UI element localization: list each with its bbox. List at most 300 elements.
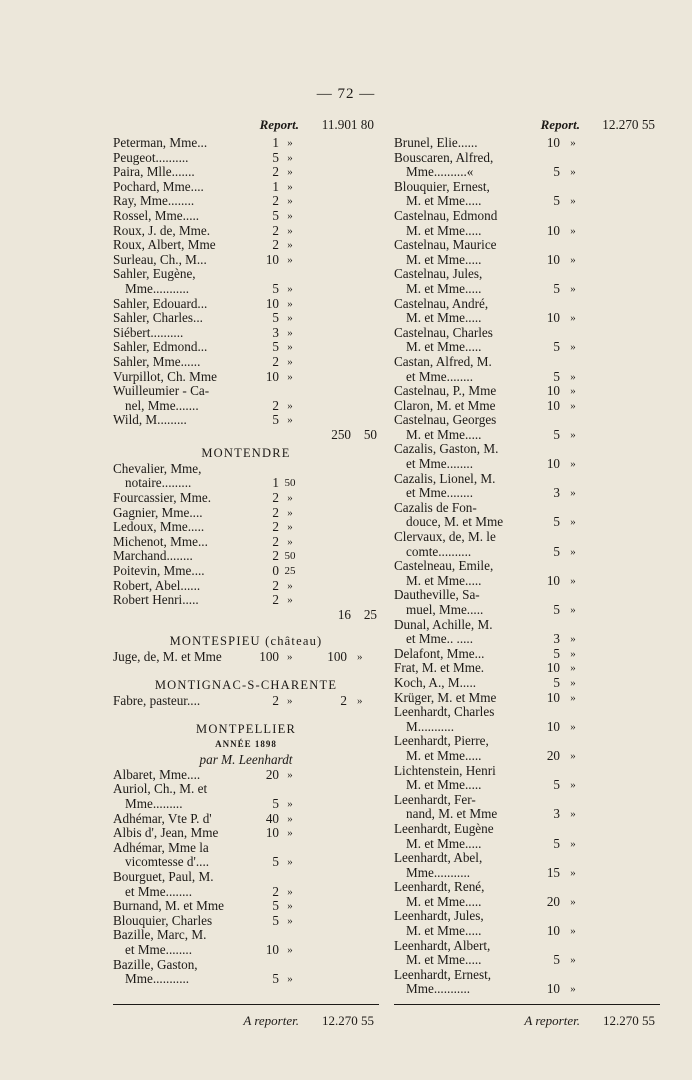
donor-row	[394, 778, 660, 793]
donor-row	[394, 764, 660, 779]
amount-centimes: »	[287, 827, 293, 840]
donor-row	[394, 968, 660, 983]
donor-name: M. et Mme.....	[406, 777, 482, 793]
amount-centimes: »	[287, 856, 293, 869]
amount-francs: 3	[553, 631, 560, 647]
donor-name: Siébert..........	[113, 324, 184, 340]
left-column	[113, 118, 379, 987]
donor-name: Cazalis de Fon-	[394, 499, 477, 515]
amount-centimes: »	[570, 224, 576, 237]
amount-centimes: »	[570, 895, 576, 908]
amount-francs: 5	[272, 207, 279, 223]
donor-name: Ray, Mme........	[113, 193, 195, 209]
donor-name: M. et Mme.....	[406, 251, 482, 267]
amount-centimes: 50	[284, 477, 296, 490]
donor-row	[394, 807, 660, 822]
donor-name: Leenhardt, Pierre,	[394, 733, 489, 749]
donor-name: Cazalis, Lionel, M.	[394, 470, 496, 486]
donor-name: Roux, J. de, Mme.	[113, 222, 211, 238]
amount-francs: 5	[553, 426, 560, 442]
amount-francs: 5	[272, 412, 279, 428]
donor-name: Fourcassier, Mme.	[113, 490, 211, 506]
amount-centimes: »	[287, 282, 293, 295]
donor-name: Sahler, Charles...	[113, 310, 203, 326]
donor-row	[394, 136, 660, 151]
amount-centimes: »	[570, 749, 576, 762]
amount-francs: 10	[546, 689, 560, 705]
donor-name: Pochard, Mme....	[113, 178, 204, 194]
amount-centimes: »	[570, 676, 576, 689]
donor-name: Leenhardt, Jules,	[394, 908, 484, 924]
donor-name: Castelneau, Emile,	[394, 558, 494, 574]
donor-row	[113, 194, 379, 209]
amount-centimes: »	[287, 492, 293, 505]
donor-name: Clervaux, de, M. le	[394, 529, 496, 545]
donor-row	[113, 535, 379, 550]
donor-row	[394, 486, 660, 501]
donor-name: Mme...........	[406, 864, 471, 880]
donor-list-b	[113, 462, 379, 608]
donor-name: muel, Mme.....	[406, 602, 484, 617]
amount-centimes: »	[570, 954, 576, 967]
donor-row	[394, 340, 660, 355]
donor-row	[394, 297, 660, 312]
amount-francs: 2	[272, 504, 279, 520]
donor-name: Mme...........	[125, 971, 190, 987]
donor-name: nand, M. et Mme	[406, 806, 498, 822]
donor-name: et Mme........	[406, 485, 474, 501]
donor-name: Peterman, Mme...	[113, 135, 208, 150]
donor-name: Blouquier, Charles	[113, 912, 213, 928]
carry-forward	[113, 1004, 379, 1029]
amount-francs: 5	[272, 898, 279, 914]
amount-centimes: »	[570, 604, 576, 616]
amount-centimes: »	[287, 506, 293, 519]
donor-row	[394, 209, 660, 224]
donor-row	[394, 355, 660, 370]
amount-francs: 5	[272, 339, 279, 355]
donor-name: Mme..........«	[406, 164, 474, 180]
amount-francs: 10	[546, 923, 560, 939]
donor-name: M. et Mme.....	[406, 222, 482, 238]
donor-name: nel, Mme.......	[125, 397, 199, 413]
donor-name: Claron, M. et Mme	[394, 397, 496, 413]
donor-row	[113, 282, 379, 297]
donor-row	[113, 694, 379, 712]
amount-francs: 10	[265, 825, 279, 841]
amount-francs: 2	[272, 883, 279, 899]
amount-centimes: »	[287, 151, 293, 164]
amount-centimes: »	[287, 370, 293, 383]
donor-row	[113, 180, 379, 195]
donor-name: Bouscaren, Alfred,	[394, 149, 494, 165]
donor-row	[394, 734, 660, 749]
amount-centimes: »	[287, 812, 293, 825]
donor-name: Fabre, pasteur....	[113, 692, 201, 708]
amount-centimes: »	[287, 166, 293, 179]
donor-row	[113, 399, 379, 414]
donor-row	[113, 782, 379, 797]
donor-name: Albis d', Jean, Mme	[113, 825, 219, 841]
donor-name: Bazille, Marc, M.	[113, 927, 207, 943]
donor-row	[394, 253, 660, 268]
donor-row	[394, 895, 660, 910]
donor-row	[113, 593, 379, 608]
donor-name: Castelnau, Edmond	[394, 207, 498, 223]
donor-name: Michenot, Mme...	[113, 533, 208, 549]
donor-row	[394, 151, 660, 166]
amount-centimes: »	[287, 650, 293, 663]
amount-centimes: »	[287, 768, 293, 781]
donor-name: Poitevin, Mme....	[113, 563, 205, 579]
amount-centimes: »	[570, 574, 576, 587]
donor-row	[113, 355, 379, 370]
amount-francs: 20	[546, 747, 560, 763]
donor-name: M. et Mme.....	[406, 280, 482, 296]
donor-name: Surleau, Ch., M...	[113, 251, 207, 267]
amount-centimes: »	[570, 662, 576, 675]
amount-centimes: »	[287, 914, 293, 927]
amount-francs: 20	[546, 893, 560, 909]
donor-name: Castelnau, Maurice	[394, 237, 497, 253]
donor-row	[394, 982, 660, 997]
donor-name: Krüger, M. et Mme	[394, 689, 497, 705]
donor-name: Castelnau, André,	[394, 295, 489, 311]
amount-francs: 2	[272, 692, 279, 708]
donor-row	[394, 837, 660, 852]
amount-centimes: »	[570, 633, 576, 646]
donor-row	[113, 253, 379, 268]
donor-row	[394, 530, 660, 545]
amount-centimes: »	[570, 866, 576, 879]
right-column	[394, 118, 660, 997]
donor-row	[394, 749, 660, 764]
amount-francs: 2	[272, 490, 279, 506]
amount-centimes: »	[287, 521, 293, 534]
donor-name: Adhémar, Mme la	[113, 839, 209, 855]
donor-name: Leenhardt, Albert,	[394, 937, 491, 953]
amount-centimes: »	[570, 399, 576, 412]
donor-row	[394, 603, 660, 618]
amount-francs: 2	[272, 193, 279, 209]
amount-centimes: »	[570, 385, 576, 398]
donor-name: Adhémar, Vte P. d'	[113, 810, 212, 826]
donor-name: Paira, Mlle.......	[113, 164, 195, 180]
donor-row	[113, 885, 379, 900]
amount-francs: 3	[553, 485, 560, 501]
amount-francs: 100	[259, 648, 279, 664]
donor-row	[394, 822, 660, 837]
donor-name: Castelnau, Charles	[394, 324, 493, 340]
donor-row	[394, 326, 660, 341]
donor-row	[394, 428, 660, 443]
donor-row	[113, 914, 379, 929]
amount-francs: 5	[272, 854, 279, 870]
subtotal-francs: 100	[327, 648, 347, 664]
donor-row	[394, 851, 660, 866]
amount-centimes: »	[570, 647, 576, 660]
donor-row	[113, 506, 379, 521]
subtotal-centimes: »	[357, 650, 363, 663]
amount-centimes: 50	[284, 550, 296, 563]
donor-row	[394, 632, 660, 647]
subtotal	[113, 428, 379, 444]
donor-name: Delafont, Mme...	[394, 645, 485, 661]
donor-row	[113, 136, 379, 151]
donor-name: M. et Mme.....	[406, 310, 482, 326]
donor-name: Koch, A., M.....	[394, 674, 477, 690]
carry-forward	[394, 1004, 660, 1029]
donor-row	[113, 311, 379, 326]
donor-row	[113, 870, 379, 885]
amount-francs: 5	[553, 674, 560, 690]
donor-name: M. et Mme.....	[406, 893, 482, 909]
amount-francs: 10	[546, 718, 560, 734]
donor-name: Lichtenstein, Henri	[394, 762, 496, 778]
donor-name: Castan, Alfred, M.	[394, 353, 492, 369]
amount-francs: 10	[265, 368, 279, 384]
donor-row	[113, 209, 379, 224]
amount-centimes: »	[287, 312, 293, 325]
donor-name: Cazalis, Gaston, M.	[394, 441, 499, 457]
report-line	[394, 118, 660, 136]
subtotal-francs: 16	[337, 606, 351, 622]
donor-list-a	[113, 136, 379, 428]
donor-row	[394, 574, 660, 589]
donor-row	[113, 297, 379, 312]
amount-francs: 5	[553, 368, 560, 384]
donor-row	[394, 866, 660, 881]
donor-name: vicomtesse d'....	[125, 854, 210, 870]
amount-centimes: »	[570, 837, 576, 850]
donor-name: Blouquier, Ernest,	[394, 178, 490, 194]
amount-francs: 1	[272, 178, 279, 194]
amount-centimes: »	[287, 137, 293, 149]
donor-name: Bazille, Gaston,	[113, 956, 198, 972]
donor-row	[113, 855, 379, 870]
donor-row	[113, 549, 379, 564]
donor-row	[394, 661, 660, 676]
amount-francs: 2	[272, 519, 279, 535]
donor-row	[113, 899, 379, 914]
donor-list-c	[113, 768, 379, 987]
donor-row	[394, 705, 660, 720]
amount-centimes: »	[287, 209, 293, 222]
collector-line: par M. Leenhardt	[199, 751, 293, 767]
amount-centimes: »	[570, 370, 576, 383]
amount-centimes: »	[570, 691, 576, 704]
donor-row	[113, 413, 379, 428]
donor-name: Juge, de, M. et Mme	[113, 648, 222, 664]
donor-name: M...........	[406, 718, 454, 734]
donor-row	[394, 618, 660, 633]
donor-name: Albaret, Mme....	[113, 766, 201, 782]
amount-centimes: »	[287, 355, 293, 368]
donor-list-right	[394, 136, 660, 997]
donor-name: M. et Mme.....	[406, 572, 482, 588]
donor-row	[394, 457, 660, 472]
donor-name: Peugeot..........	[113, 149, 189, 165]
subtotal-francs: 250	[331, 426, 351, 442]
amount-francs: 5	[553, 602, 560, 617]
amount-francs: 5	[553, 835, 560, 851]
amount-centimes: »	[287, 900, 293, 913]
amount-centimes: »	[287, 694, 293, 707]
amount-francs: 2	[272, 577, 279, 593]
donor-row	[113, 340, 379, 355]
amount-francs: 10	[265, 941, 279, 957]
donor-name: Mme...........	[406, 981, 471, 997]
donor-row	[394, 442, 660, 457]
amount-francs: 5	[272, 280, 279, 296]
donor-row	[113, 768, 379, 783]
donor-row	[394, 384, 660, 399]
amount-francs: 10	[546, 397, 560, 413]
donor-row	[113, 972, 379, 987]
amount-centimes: »	[570, 983, 576, 996]
donor-name: Brunel, Elie......	[394, 135, 478, 150]
amount-francs: 2	[272, 164, 279, 180]
donor-row	[113, 564, 379, 579]
donor-row	[113, 238, 379, 253]
amount-francs: 5	[553, 164, 560, 180]
donor-row	[394, 165, 660, 180]
report-label: Report.	[540, 117, 580, 132]
amount-francs: 10	[546, 660, 560, 676]
donor-name: M. et Mme.....	[406, 835, 482, 851]
donor-name: Burnand, M. et Mme	[113, 898, 224, 914]
donor-row	[394, 559, 660, 574]
donor-row	[394, 180, 660, 195]
amount-francs: 10	[265, 295, 279, 311]
amount-centimes: »	[287, 535, 293, 548]
donor-name: et Mme........	[406, 368, 474, 384]
amount-centimes: »	[287, 973, 293, 986]
donor-row	[394, 238, 660, 253]
donor-name: Leenhardt, René,	[394, 879, 485, 895]
donor-row	[394, 472, 660, 487]
carry-forward-amount: 12.270 55	[603, 1013, 655, 1028]
section-heading: MONTPELLIER	[196, 721, 296, 736]
amount-francs: 10	[546, 251, 560, 267]
amount-francs: 5	[272, 912, 279, 928]
donor-name: notaire.........	[125, 475, 192, 491]
donor-name: comte..........	[406, 543, 472, 559]
amount-francs: 2	[272, 592, 279, 608]
donor-name: Mme...........	[125, 280, 190, 296]
amount-francs: 20	[265, 766, 279, 782]
donor-row	[113, 462, 379, 477]
amount-francs: 0	[272, 563, 279, 579]
donor-row	[113, 826, 379, 841]
amount-francs: 1	[272, 135, 279, 150]
amount-centimes: »	[570, 195, 576, 208]
donor-name: Rossel, Mme.....	[113, 207, 200, 223]
amount-francs: 2	[272, 397, 279, 413]
donor-row	[394, 588, 660, 603]
amount-francs: 10	[546, 383, 560, 399]
amount-centimes: »	[287, 798, 293, 810]
donor-name: Castelnau, Jules,	[394, 266, 483, 282]
amount-centimes: »	[570, 282, 576, 295]
donor-row	[394, 282, 660, 297]
amount-francs: 5	[553, 280, 560, 296]
donor-name: Mme.........	[125, 796, 183, 811]
donor-name: Gagnier, Mme....	[113, 504, 203, 520]
donor-row	[113, 165, 379, 180]
amount-centimes: »	[287, 297, 293, 310]
donor-name: Leenhardt, Charles	[394, 704, 495, 720]
amount-centimes: »	[287, 326, 293, 339]
amount-francs: 2	[272, 353, 279, 369]
donor-row	[113, 812, 379, 827]
amount-francs: 5	[272, 796, 279, 811]
amount-centimes: »	[570, 779, 576, 792]
donor-row	[113, 491, 379, 506]
amount-centimes: »	[570, 516, 576, 529]
amount-francs: 3	[272, 324, 279, 340]
donor-row	[113, 370, 379, 385]
donor-name: et Mme........	[125, 941, 193, 957]
amount-centimes: »	[570, 341, 576, 354]
report-label: Report.	[259, 117, 299, 132]
donor-row	[113, 384, 379, 399]
donor-row	[394, 267, 660, 282]
donor-row	[394, 909, 660, 924]
amount-centimes: »	[287, 253, 293, 266]
amount-francs: 5	[272, 310, 279, 326]
donor-name: Auriol, Ch., M. et	[113, 781, 208, 797]
amount-francs: 5	[553, 514, 560, 530]
amount-centimes: »	[570, 545, 576, 558]
amount-francs: 5	[553, 543, 560, 559]
amount-centimes: »	[287, 224, 293, 237]
donor-name: Chevalier, Mme,	[113, 460, 202, 476]
amount-francs: 3	[553, 806, 560, 822]
amount-centimes: »	[287, 180, 293, 193]
donor-row	[394, 545, 660, 560]
donor-row	[113, 943, 379, 958]
donor-row	[113, 326, 379, 341]
donor-row	[394, 691, 660, 706]
amount-centimes: »	[570, 487, 576, 500]
section-heading: MONTIGNAC-S-CHARENTE	[154, 677, 338, 692]
donor-name: Castelnau, P., Mme	[394, 383, 497, 399]
report-line	[113, 118, 379, 136]
donor-name: Robert Henri.....	[113, 592, 199, 608]
donor-name: Frat, M. et Mme.	[394, 660, 485, 676]
amount-francs: 1	[272, 475, 279, 491]
donor-name: Castelnau, Georges	[394, 412, 497, 428]
amount-francs: 40	[265, 810, 279, 826]
donor-name: Wild, M.........	[113, 412, 187, 428]
donor-name: Leenhardt, Abel,	[394, 850, 483, 866]
amount-francs: 5	[553, 952, 560, 968]
donor-name: Sahler, Edmond...	[113, 339, 208, 355]
donor-name: Leenhardt, Eugène	[394, 820, 494, 836]
donor-name: M. et Mme.....	[406, 952, 482, 968]
donor-row	[394, 311, 660, 326]
donor-row	[113, 151, 379, 166]
donor-row	[113, 267, 379, 282]
donor-row	[394, 399, 660, 414]
donor-row	[394, 501, 660, 516]
donor-row	[394, 676, 660, 691]
donor-row	[113, 797, 379, 812]
amount-francs: 2	[272, 533, 279, 549]
donor-row	[394, 224, 660, 239]
donor-name: et Mme........	[406, 456, 474, 472]
